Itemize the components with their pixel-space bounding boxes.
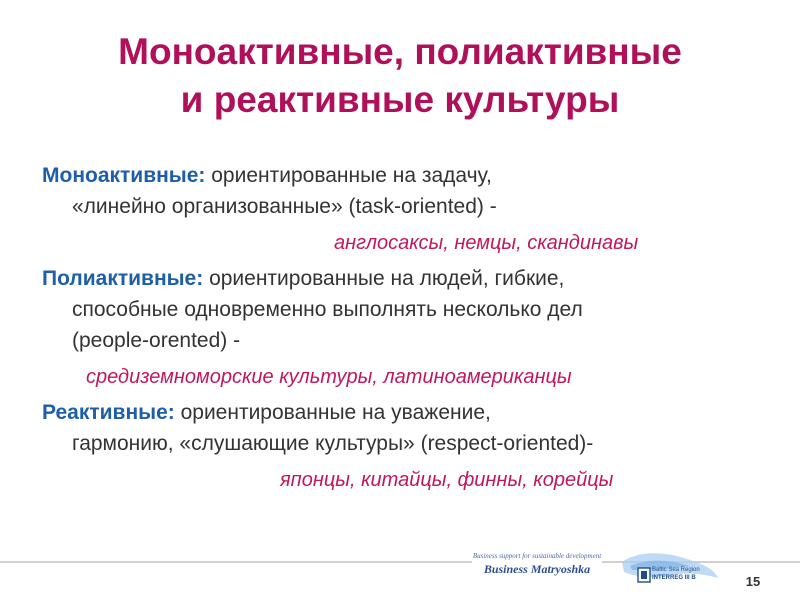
slide-title-line-1: Моноактивные, полиактивные [118,31,682,72]
entry-first-line [42,397,762,428]
entry-desc: ориентированные на задачу, [205,164,492,187]
entry-reactive [42,397,762,495]
entry-desc: ориентированные на людей, гибкие, [203,267,565,290]
entry-desc-line: гармонию, «слушающие культуры» (respect-oriented)- [72,432,594,455]
entry-term: Полиактивные: [42,267,204,290]
entry-examples: средиземноморские культуры, латиноамериканцы [86,366,572,388]
entry-examples: японцы, китайцы, финны, корейцы [280,469,614,491]
page-number: 15 [745,574,761,589]
logo-text [652,566,700,582]
slide-title [20,28,780,124]
entry-desc-line: «линейно организованные» (task-oriented) - [72,195,497,218]
entry-desc-line: способные одновременно выполнять несколько дел [72,298,583,321]
slide-title-line-2: и реактивные культуры [180,79,620,120]
logo-text-line-1: Baltic Sea Region [652,567,700,573]
logo-tagline: Business support for sustainable development [472,552,602,560]
baltic-sea-region-logo [618,548,722,592]
entry-monoactive [42,160,762,258]
entry-term: Реактивные: [42,401,175,424]
entry-polyactive [42,263,762,392]
entry-desc: ориентированные на уважение, [174,401,491,424]
entry-term: Моноактивные: [42,164,206,187]
entry-first-line [42,160,762,191]
entry-first-line [42,263,762,294]
business-matryoshka-logo [472,548,602,584]
logo-text-line-2: INTERREG III B [652,575,696,581]
logo-name: Business Matryoshka [483,562,591,576]
entry-examples: англосаксы, немцы, скандинавы [334,232,639,254]
entry-desc-line: (people-orented) - [72,329,241,352]
slide-body [42,160,762,500]
